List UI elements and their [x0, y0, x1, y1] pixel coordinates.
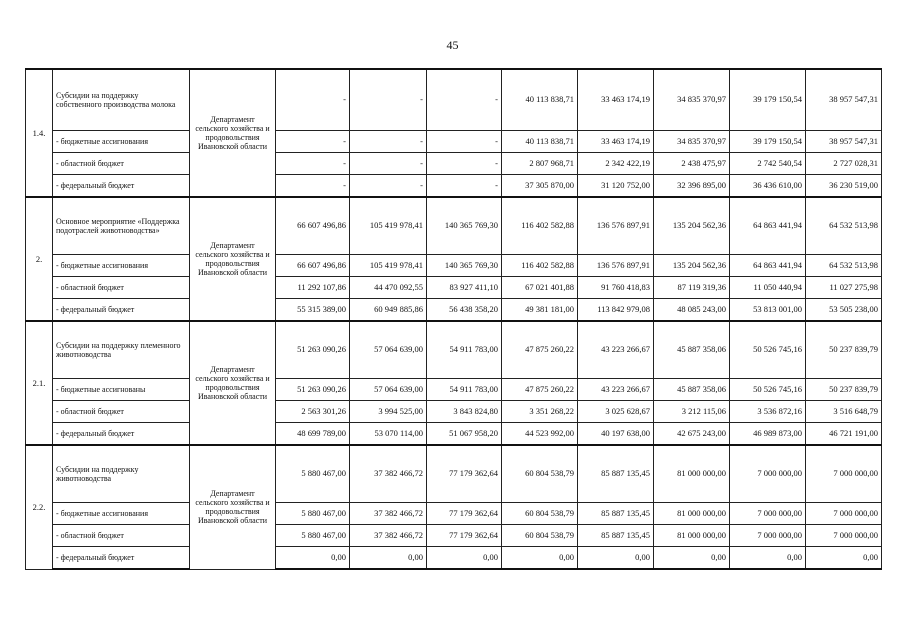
amount-cell: 87 119 319,36 — [654, 276, 730, 298]
amount-cell: 38 957 547,31 — [806, 130, 882, 152]
amount-cell: 3 351 268,22 — [502, 400, 578, 422]
amount-cell: 2 727 028,31 — [806, 152, 882, 174]
amount-cell: 0,00 — [502, 546, 578, 569]
amount-cell: 33 463 174,19 — [578, 130, 654, 152]
amount-cell: 0,00 — [654, 546, 730, 569]
amount-cell: 37 305 870,00 — [502, 174, 578, 197]
amount-cell: 0,00 — [427, 546, 502, 569]
row-label: - областной бюджет — [53, 524, 190, 546]
row-title: Субсидии на поддержку племенного животноводства — [53, 321, 190, 378]
amount-cell: - — [276, 130, 350, 152]
amount-cell: 57 064 639,00 — [350, 321, 427, 378]
amount-cell: 43 223 266,67 — [578, 321, 654, 378]
amount-cell: 34 835 370,97 — [654, 69, 730, 130]
amount-cell: 56 438 358,20 — [427, 298, 502, 321]
amount-cell: 3 025 628,67 — [578, 400, 654, 422]
amount-cell: 66 607 496,86 — [276, 254, 350, 276]
amount-cell: 47 875 260,22 — [502, 321, 578, 378]
amount-cell: 55 315 389,00 — [276, 298, 350, 321]
table-row — [26, 378, 882, 400]
amount-cell: 11 292 107,86 — [276, 276, 350, 298]
amount-cell: 53 505 238,00 — [806, 298, 882, 321]
table-row — [26, 400, 882, 422]
amount-cell: 39 179 150,54 — [730, 130, 806, 152]
table-row — [26, 502, 882, 524]
amount-cell: 50 526 745,16 — [730, 378, 806, 400]
amount-cell: - — [350, 152, 427, 174]
responsible-department: Департамент сельского хозяйства и продовольствия Ивановской области — [190, 445, 276, 569]
amount-cell: 7 000 000,00 — [730, 502, 806, 524]
responsible-department: Департамент сельского хозяйства и продовольствия Ивановской области — [190, 321, 276, 445]
amount-cell: - — [427, 130, 502, 152]
row-label: - областной бюджет — [53, 400, 190, 422]
amount-cell: 60 804 538,79 — [502, 502, 578, 524]
table-row — [26, 276, 882, 298]
amount-cell: 54 911 783,00 — [427, 321, 502, 378]
table-row — [26, 69, 882, 130]
amount-cell: 140 365 769,30 — [427, 254, 502, 276]
amount-cell: 135 204 562,36 — [654, 254, 730, 276]
amount-cell: 33 463 174,19 — [578, 69, 654, 130]
amount-cell: 3 994 525,00 — [350, 400, 427, 422]
amount-cell: 11 027 275,98 — [806, 276, 882, 298]
amount-cell: 7 000 000,00 — [806, 445, 882, 502]
row-label: - бюджетные ассигнования — [53, 502, 190, 524]
amount-cell: 85 887 135,45 — [578, 524, 654, 546]
amount-cell: 64 863 441,94 — [730, 254, 806, 276]
amount-cell: 77 179 362,64 — [427, 445, 502, 502]
amount-cell: - — [350, 174, 427, 197]
amount-cell: 64 532 513,98 — [806, 254, 882, 276]
amount-cell: 0,00 — [730, 546, 806, 569]
amount-cell: 91 760 418,83 — [578, 276, 654, 298]
amount-cell: 64 863 441,94 — [730, 197, 806, 254]
amount-cell: 60 949 885,86 — [350, 298, 427, 321]
amount-cell: 77 179 362,64 — [427, 524, 502, 546]
amount-cell: 49 381 181,00 — [502, 298, 578, 321]
row-label: - бюджетные ассигнованы — [53, 378, 190, 400]
amount-cell: 40 197 638,00 — [578, 422, 654, 445]
amount-cell: 36 230 519,00 — [806, 174, 882, 197]
amount-cell: 7 000 000,00 — [730, 445, 806, 502]
amount-cell: 3 536 872,16 — [730, 400, 806, 422]
amount-cell: 81 000 000,00 — [654, 524, 730, 546]
amount-cell: 39 179 150,54 — [730, 69, 806, 130]
amount-cell: 2 563 301,26 — [276, 400, 350, 422]
section-code: 1.4. — [26, 69, 53, 197]
amount-cell: 113 842 979,08 — [578, 298, 654, 321]
amount-cell: 31 120 752,00 — [578, 174, 654, 197]
amount-cell: 37 382 466,72 — [350, 445, 427, 502]
amount-cell: 48 699 789,00 — [276, 422, 350, 445]
amount-cell: 5 880 467,00 — [276, 445, 350, 502]
amount-cell: 77 179 362,64 — [427, 502, 502, 524]
amount-cell: 0,00 — [578, 546, 654, 569]
budget-table-body — [26, 69, 882, 569]
row-label: - бюджетные ассигнования — [53, 254, 190, 276]
amount-cell: 0,00 — [350, 546, 427, 569]
amount-cell: - — [427, 69, 502, 130]
budget-table — [25, 68, 882, 570]
amount-cell: 7 000 000,00 — [730, 524, 806, 546]
responsible-department: Департамент сельского хозяйства и продовольствия Ивановской области — [190, 197, 276, 321]
amount-cell: 2 742 540,54 — [730, 152, 806, 174]
amount-cell: 64 532 513,98 — [806, 197, 882, 254]
amount-cell: 60 804 538,79 — [502, 445, 578, 502]
row-label: - федеральный бюджет — [53, 174, 190, 197]
row-title: Основное мероприятие «Поддержка подотраслей животноводства» — [53, 197, 190, 254]
amount-cell: 81 000 000,00 — [654, 445, 730, 502]
section-code: 2.1. — [26, 321, 53, 445]
table-row — [26, 130, 882, 152]
amount-cell: 46 721 191,00 — [806, 422, 882, 445]
amount-cell: 53 813 001,00 — [730, 298, 806, 321]
amount-cell: 45 887 358,06 — [654, 378, 730, 400]
amount-cell: 47 875 260,22 — [502, 378, 578, 400]
page-number: 45 — [446, 38, 459, 52]
row-label: - федеральный бюджет — [53, 298, 190, 321]
amount-cell: 60 804 538,79 — [502, 524, 578, 546]
amount-cell: 50 237 839,79 — [806, 378, 882, 400]
amount-cell: 85 887 135,45 — [578, 445, 654, 502]
amount-cell: 45 887 358,06 — [654, 321, 730, 378]
amount-cell: 42 675 243,00 — [654, 422, 730, 445]
amount-cell: 34 835 370,97 — [654, 130, 730, 152]
amount-cell: 105 419 978,41 — [350, 254, 427, 276]
amount-cell: 44 523 992,00 — [502, 422, 578, 445]
responsible-department: Департамент сельского хозяйства и продовольствия Ивановской области — [190, 69, 276, 197]
amount-cell: 2 438 475,97 — [654, 152, 730, 174]
amount-cell: 51 067 958,20 — [427, 422, 502, 445]
amount-cell: 0,00 — [276, 546, 350, 569]
amount-cell: 136 576 897,91 — [578, 197, 654, 254]
table-row — [26, 197, 882, 254]
amount-cell: 5 880 467,00 — [276, 524, 350, 546]
amount-cell: - — [427, 152, 502, 174]
amount-cell: 81 000 000,00 — [654, 502, 730, 524]
amount-cell: 2 807 968,71 — [502, 152, 578, 174]
amount-cell: 2 342 422,19 — [578, 152, 654, 174]
amount-cell: 36 436 610,00 — [730, 174, 806, 197]
amount-cell: 40 113 838,71 — [502, 69, 578, 130]
amount-cell: 67 021 401,88 — [502, 276, 578, 298]
amount-cell: 140 365 769,30 — [427, 197, 502, 254]
amount-cell: 43 223 266,67 — [578, 378, 654, 400]
table-row — [26, 174, 882, 197]
amount-cell: 51 263 090,26 — [276, 321, 350, 378]
table-row — [26, 546, 882, 569]
amount-cell: 40 113 838,71 — [502, 130, 578, 152]
amount-cell: 48 085 243,00 — [654, 298, 730, 321]
amount-cell: 37 382 466,72 — [350, 502, 427, 524]
amount-cell: 46 989 873,00 — [730, 422, 806, 445]
amount-cell: 54 911 783,00 — [427, 378, 502, 400]
row-title: Субсидии на поддержку собственного производства молока — [53, 69, 190, 130]
table-row — [26, 152, 882, 174]
row-label: - бюджетные ассигнования — [53, 130, 190, 152]
amount-cell: 83 927 411,10 — [427, 276, 502, 298]
amount-cell: 0,00 — [806, 546, 882, 569]
amount-cell: 51 263 090,26 — [276, 378, 350, 400]
section-code: 2. — [26, 197, 53, 321]
amount-cell: 32 396 895,00 — [654, 174, 730, 197]
table-row — [26, 254, 882, 276]
amount-cell: 66 607 496,86 — [276, 197, 350, 254]
amount-cell: 3 516 648,79 — [806, 400, 882, 422]
amount-cell: 135 204 562,36 — [654, 197, 730, 254]
amount-cell: 37 382 466,72 — [350, 524, 427, 546]
amount-cell: 53 070 114,00 — [350, 422, 427, 445]
amount-cell: 116 402 582,88 — [502, 197, 578, 254]
amount-cell: - — [350, 130, 427, 152]
table-row — [26, 524, 882, 546]
amount-cell: 136 576 897,91 — [578, 254, 654, 276]
table-row — [26, 445, 882, 502]
row-label: - областной бюджет — [53, 276, 190, 298]
amount-cell: 50 237 839,79 — [806, 321, 882, 378]
amount-cell: - — [350, 69, 427, 130]
amount-cell: - — [276, 69, 350, 130]
table-row — [26, 422, 882, 445]
amount-cell: - — [276, 152, 350, 174]
amount-cell: 50 526 745,16 — [730, 321, 806, 378]
row-label: - федеральный бюджет — [53, 546, 190, 569]
amount-cell: 3 843 824,80 — [427, 400, 502, 422]
row-label: - федеральный бюджет — [53, 422, 190, 445]
amount-cell: 116 402 582,88 — [502, 254, 578, 276]
row-title: Субсидии на поддержку животноводства — [53, 445, 190, 502]
table-row — [26, 321, 882, 378]
section-code: 2.2. — [26, 445, 53, 569]
amount-cell: 5 880 467,00 — [276, 502, 350, 524]
amount-cell: 7 000 000,00 — [806, 524, 882, 546]
amount-cell: 105 419 978,41 — [350, 197, 427, 254]
amount-cell: 11 050 440,94 — [730, 276, 806, 298]
amount-cell: 44 470 092,55 — [350, 276, 427, 298]
amount-cell: 7 000 000,00 — [806, 502, 882, 524]
amount-cell: - — [427, 174, 502, 197]
amount-cell: 3 212 115,06 — [654, 400, 730, 422]
amount-cell: - — [276, 174, 350, 197]
table-row — [26, 298, 882, 321]
amount-cell: 38 957 547,31 — [806, 69, 882, 130]
row-label: - областной бюджет — [53, 152, 190, 174]
amount-cell: 85 887 135,45 — [578, 502, 654, 524]
amount-cell: 57 064 639,00 — [350, 378, 427, 400]
